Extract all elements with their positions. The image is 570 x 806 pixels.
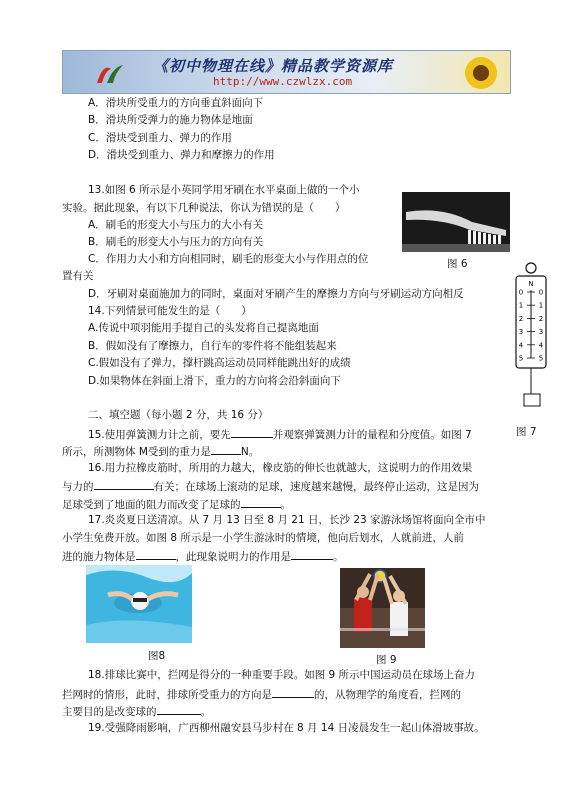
q12-option-b: B．滑块所受弹力的施力物体是地面 <box>88 114 253 126</box>
q18-line2-end: 的，从物理学的角度看，拦网的 <box>314 689 461 701</box>
q12-option-d: D．滑块受到重力、弹力和摩擦力的作用 <box>88 149 275 161</box>
q18-line1: 18.排球比赛中，拦网是得分的一种重要手段。如图 9 所示中国运动员在球场上奋力 <box>88 669 476 681</box>
banner-url: http://www.czwlzx.com <box>213 75 353 88</box>
q17-line1: 17.炎炎夏日送清凉。从 7 月 13 日至 8 月 21 日，长沙 23 家游泳场馆将面向全市中 <box>88 514 486 526</box>
scale-tick-label-left: 2 <box>518 314 524 323</box>
sunflower-icon <box>462 54 500 92</box>
q15-line1-start: 15.使用弹簧测力计之前，要先 <box>88 429 231 441</box>
figure-9-caption: 图 9 <box>376 654 397 666</box>
scale-tick-label-right: 0 <box>538 288 544 297</box>
q16-blank-2[interactable] <box>241 496 281 508</box>
scale-tick-label-right: 4 <box>538 341 544 350</box>
section-heading: 二、填空题（每小题 2 分，共 16 分） <box>88 409 269 421</box>
q17-blank-2[interactable] <box>291 548 333 560</box>
q15-line1-end: 并观察弹簧测力计的量程和分度值。如图 7 <box>272 429 472 441</box>
spring-scale-unit: N <box>528 280 534 288</box>
q18-line3-end: 。 <box>200 706 211 718</box>
q13-stem-line2: 实验。据此现象，有以下几种说法，你认为错误的是（ ） <box>62 202 346 214</box>
logo-icon <box>93 59 127 87</box>
q17-line2: 小学生免费开放。如图 8 所示是一小学生游泳时的情境，他向后划水，人就前进，人前 <box>62 532 464 544</box>
scale-tick-label-left: 1 <box>518 301 524 310</box>
q13-stem-line1: 13.如图 6 所示是小英同学用牙刷在水平桌面上做的一个小 <box>88 184 360 196</box>
q15-line2-start: 所示，所测物体 M受到的重力是 <box>62 446 211 458</box>
q16-line2-start: 与力的 <box>62 481 94 493</box>
q17-line3 <box>62 548 344 564</box>
q16-line1: 16.用力拉橡皮筋时，所用的力越大，橡皮筋的伸长也就越大，这说明力的作用效果 <box>88 462 473 474</box>
q14-option-c: C.假如没有了弹力，撑杆跳高运动员同样能跳出好的成绩 <box>88 357 351 369</box>
q16-line2-end: 有关；在球场上滚动的足球，速度越来越慢，最终停止运动，这是因为 <box>153 481 479 493</box>
spring-scale-figure <box>510 262 552 414</box>
scale-tick-label-left: 5 <box>518 354 524 363</box>
q18-line3-start: 主要目的是改变球的 <box>62 706 157 718</box>
q16-line3-start: 足球受到了地面的阻力而改变了足球的 <box>62 499 241 511</box>
q14-stem: 14.下列情景可能发生的是（ ） <box>88 305 252 317</box>
scale-tick-label-right: 2 <box>538 314 544 323</box>
q17-blank-1[interactable] <box>136 548 176 560</box>
q14-option-b: B．假如没有了摩擦力，自行车的零件将不能组装起来 <box>88 340 337 352</box>
volleyball-photo <box>340 568 425 648</box>
swimmer-photo <box>86 565 192 643</box>
q16-blank-1[interactable] <box>94 478 154 490</box>
scale-tick-label-right: 3 <box>538 328 544 337</box>
q18-line2-start: 拦网时的情形，此时，排球所受重力的方向是 <box>62 689 272 701</box>
q13-option-c-line2: 置有关 <box>62 270 94 282</box>
toothbrush-figure <box>402 192 510 252</box>
figure-6-caption: 图 6 <box>447 258 468 270</box>
q14-option-a: A.传说中项羽能用手提自己的头发将自己提离地面 <box>88 322 319 334</box>
q18-line3 <box>62 703 211 719</box>
scale-tick-label-right: 5 <box>538 354 544 363</box>
q18-line2 <box>62 686 461 702</box>
q13-option-b: B．刷毛的形变大小与压力的方向有关 <box>88 236 264 248</box>
q16-line3 <box>62 496 291 512</box>
scale-tick-label-left: 4 <box>518 341 524 350</box>
figure-7-caption: 图 7 <box>516 426 537 438</box>
q13-option-c-line1: C．作用力大小和方向相同时，刷毛的形变大小与作用点的位 <box>88 253 369 265</box>
q15-line1 <box>88 426 472 442</box>
q15-blank-2[interactable] <box>211 443 241 455</box>
q15-line2 <box>62 443 259 459</box>
q15-line2-end: N。 <box>240 446 260 458</box>
q18-blank-2[interactable] <box>157 703 201 715</box>
q13-option-d: D．牙刷对桌面施加力的同时，桌面对牙刷产生的摩擦力方向与牙刷运动方向相反 <box>88 288 464 300</box>
q12-option-a: A．滑块所受重力的方向垂直斜面向下 <box>88 97 264 109</box>
q15-blank-1[interactable] <box>231 426 273 438</box>
q16-line2 <box>62 478 479 494</box>
scale-tick-label-left: 3 <box>518 328 524 337</box>
q17-line3-mid: ，此现象说明力的作用是 <box>175 551 291 563</box>
header-banner <box>62 50 511 94</box>
banner-title: 《初中物理在线》精品教学资源库 <box>153 57 394 75</box>
q12-option-c: C．滑块受到重力、弹力的作用 <box>88 132 232 144</box>
q19-line1: 19.受强降雨影响，广西柳州融安县马步村在 8 月 14 日凌晨发生一起山体滑坡事故。 <box>88 722 485 734</box>
q17-line3-start: 进的施力物体是 <box>62 551 136 563</box>
scale-tick-label-left: 0 <box>518 288 524 297</box>
q16-line3-end: 。 <box>280 499 291 511</box>
figure-8-caption: 图8 <box>148 650 166 662</box>
q14-option-d: D.如果物体在斜面上滑下，重力的方向将会沿斜面向下 <box>88 375 341 387</box>
scale-tick-label-right: 1 <box>538 301 544 310</box>
q17-line3-end: 。 <box>333 551 344 563</box>
q13-option-a: A．刷毛的形变大小与压力的大小有关 <box>88 219 264 231</box>
q18-blank-1[interactable] <box>272 686 314 698</box>
